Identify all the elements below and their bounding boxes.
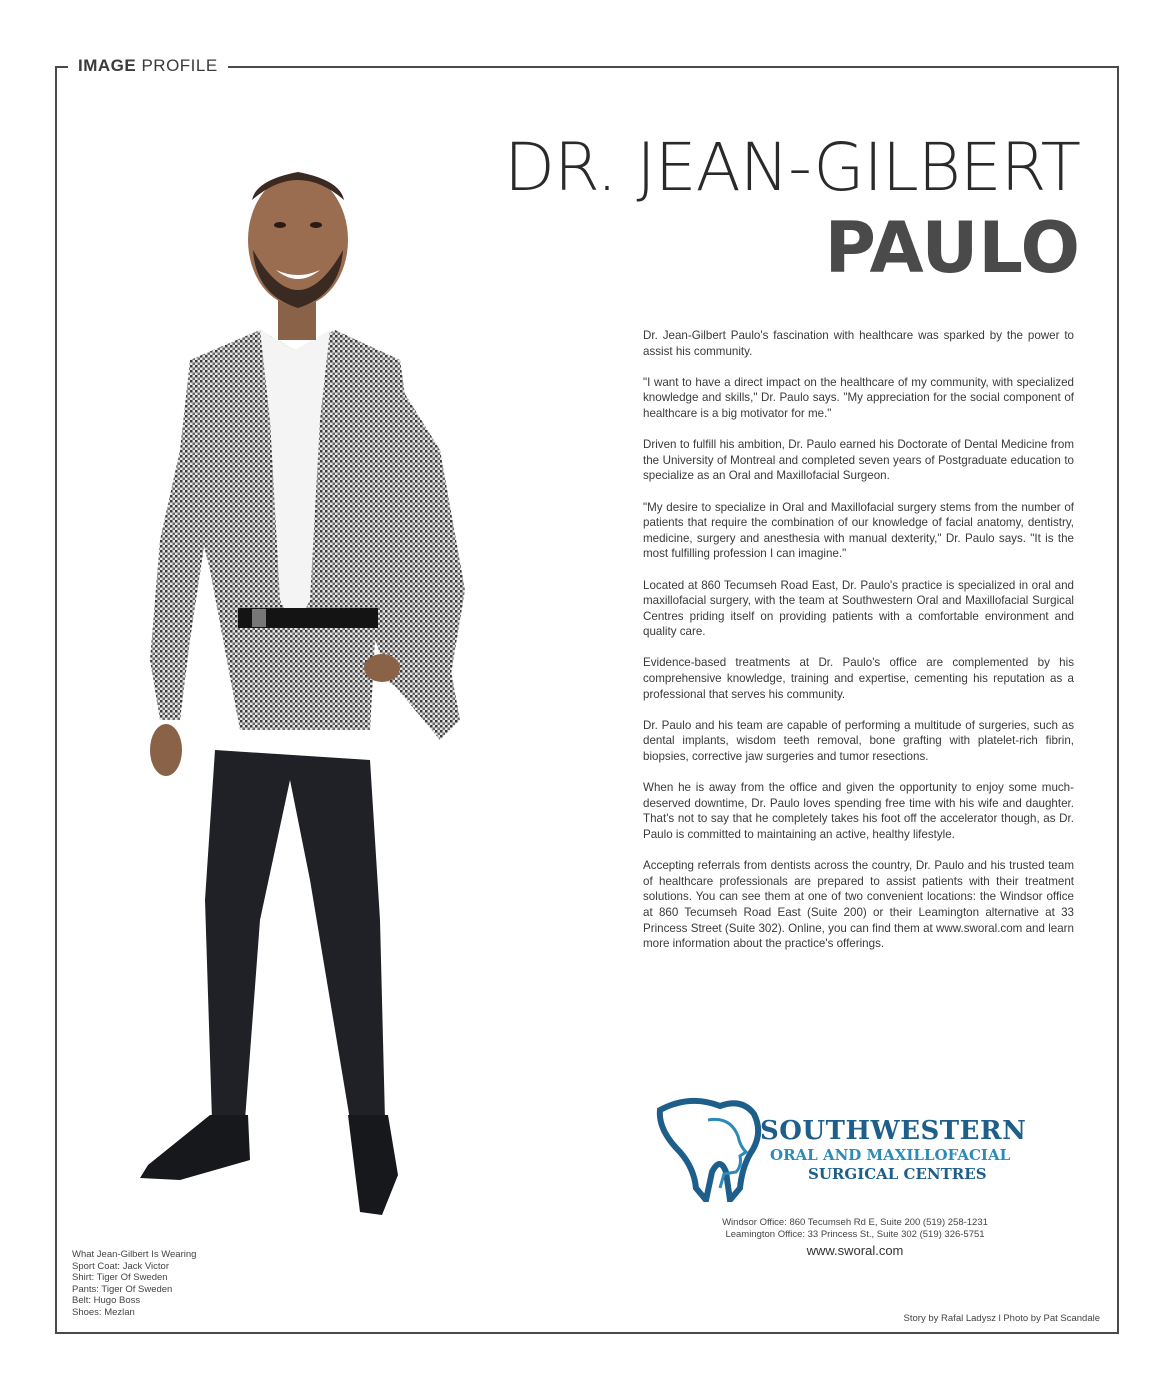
windsor-office: Windsor Office: 860 Tecumseh Rd E, Suite 200 (519) 258-1231	[722, 1217, 988, 1228]
logo-subtitle-1: ORAL AND MAXILLOFACIAL	[770, 1146, 1011, 1164]
article-paragraph: Driven to fulfill his ambition, Dr. Paulo earned his Doctorate of Dental Medicine from the University of Montreal and completed seven years of Postgraduate education to specialize as an Oral and Maxillofacial Surgeon.	[643, 438, 1074, 483]
article-paragraph: "I want to have a direct impact on the healthcare of my community, with specialized knowledge and skills," Dr. Paulo says. "My appreciation for the social component of healthcare is a big motivator for me."	[643, 375, 1074, 420]
article-paragraph: Located at 860 Tecumseh Road East, Dr. Paulo's practice is specialized in oral and maxillofacial surgery, with the team at Southwestern Oral and Maxillofacial Surgical Centres priding itself on providing patients with a comfortable environment and quality care.	[643, 578, 1074, 639]
title-first-name: DR. JEAN-GILBERT	[504, 129, 1080, 206]
wardrobe-item: Belt: Hugo Boss	[72, 1295, 141, 1307]
article-paragraph: "My desire to specialize in Oral and Maxillofacial surgery stems from the number of patients that require the combination of our knowledge of facial anatomy, dentistry, medicine, surgery and anesthesia with manual dexterity," Dr. Paulo says. "It is the most fulfilling profession I can imagine."	[643, 500, 1074, 561]
article-paragraph: Evidence-based treatments at Dr. Paulo's office are complemented by his comprehensive knowledge, training and expertise, cementing his reputation as a professional that serves his community.	[643, 656, 1074, 701]
wardrobe-item: Shirt: Tiger Of Sweden	[72, 1272, 168, 1284]
section-label-bold: IMAGE	[78, 56, 137, 75]
wardrobe-item: Sport Coat: Jack Victor	[72, 1260, 169, 1272]
logo-subtitle-2: SURGICAL CENTRES	[808, 1165, 987, 1183]
wardrobe-item: Shoes: Mezlan	[72, 1306, 135, 1318]
article-paragraph: Dr. Jean-Gilbert Paulo's fascination with healthcare was sparked by the power to assist his community.	[643, 329, 1074, 358]
section-label	[68, 55, 228, 77]
website-link[interactable]: www.sworal.com	[806, 1243, 904, 1258]
contact-info	[690, 1217, 1020, 1241]
portrait-photo	[120, 120, 500, 1220]
article-paragraph: Accepting referrals from dentists across the country, Dr. Paulo and his trusted team of healthcare professionals are prepared to assist patients with their treatment solutions. You can see them at one of two convenient locations: the Windsor office at 860 Tecumseh Road East (Suite 200) or their Leamington alternative at 33 Princess Street (Suite 302). Online, you can find them at www.sworal.com and learn more information about the practice's offerings.	[643, 859, 1074, 951]
wardrobe-heading: What Jean-Gilbert Is Wearing	[72, 1249, 197, 1260]
logo-name: SOUTHWESTERN	[760, 1116, 1027, 1146]
story-photo-credits: Story by Rafal Ladysz l Photo by Pat Scandale	[903, 1313, 1100, 1324]
section-label-rest: PROFILE	[136, 56, 218, 75]
article-paragraph: When he is away from the office and given the opportunity to enjoy some much-deserved downtime, Dr. Paulo loves spending free time with his wife and daughter. That's not to say that he completely takes his foot off the accelerator though, as Dr. Paulo is committed to maintaining an active, healthy lifestyle.	[643, 781, 1074, 841]
wardrobe-item: Pants: Tiger Of Sweden	[72, 1283, 173, 1295]
leamington-office: Leamington Office: 33 Princess St., Suite 302 (519) 326-5751	[725, 1229, 985, 1240]
wardrobe-credits	[72, 1249, 196, 1319]
article-paragraph: Dr. Paulo and his team are capable of performing a multitude of surgeries, such as dental implants, wisdom teeth removal, bone grafting with platelet-rich fibrin, biopsies, corrective jaw surgeries and tumor resections.	[643, 718, 1074, 764]
title-last-name: PAULO	[824, 207, 1080, 289]
article-body	[643, 328, 1074, 967]
